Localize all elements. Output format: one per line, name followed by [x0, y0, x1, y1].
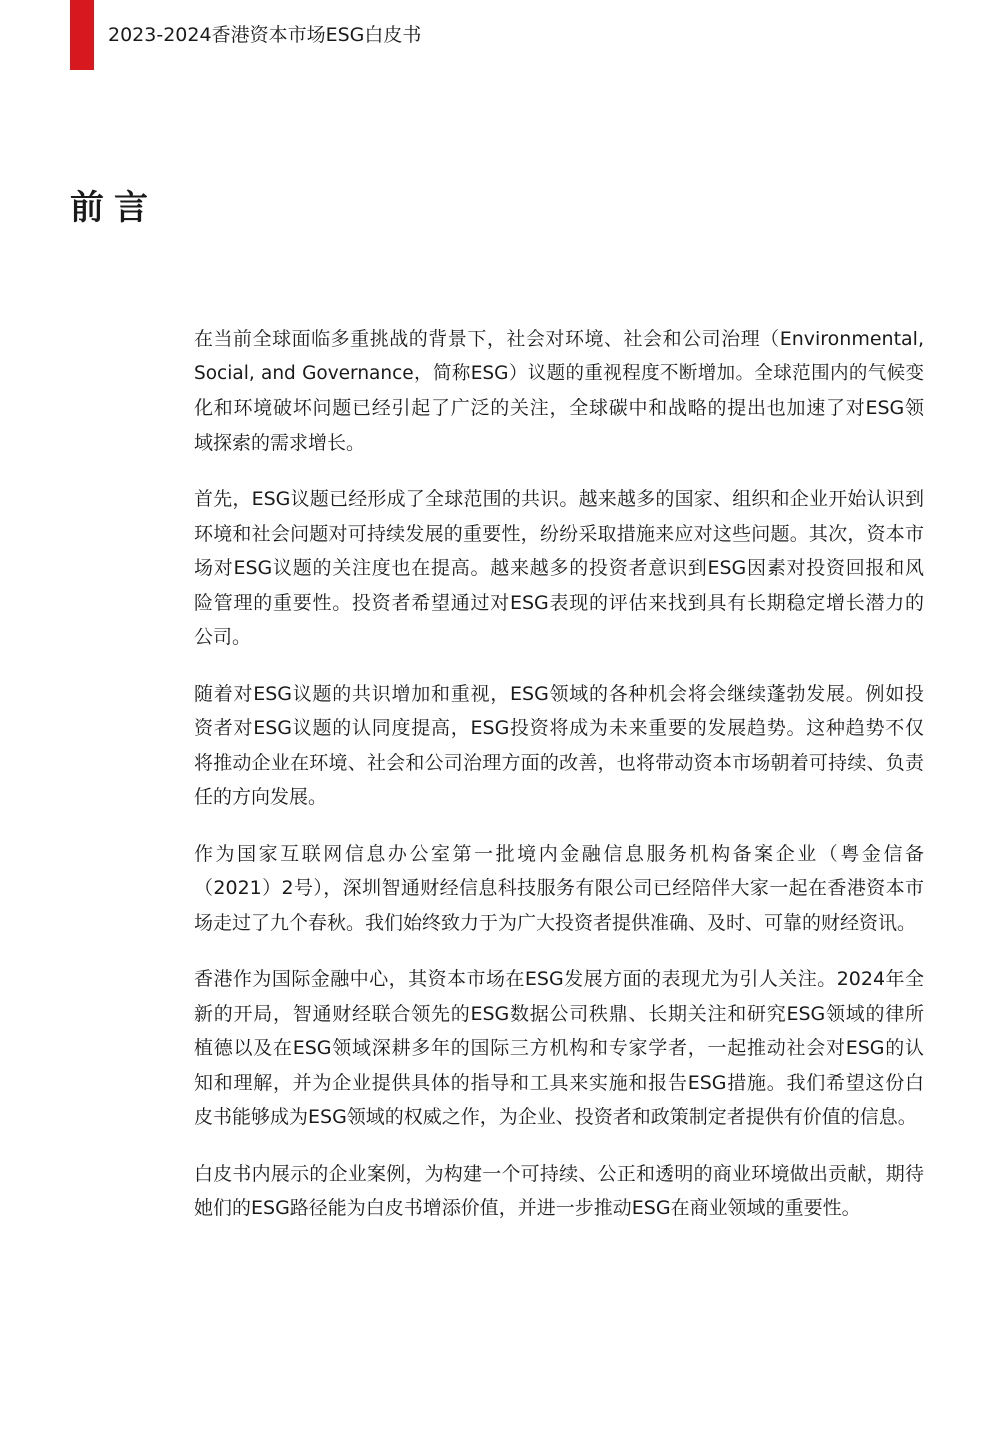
- text-line: Social, and Governance，简称ESG）议题的重视程度不断增加。全球范围内的气候变: [194, 362, 924, 384]
- paragraph: [194, 482, 924, 655]
- text-line: 知和理解，并为企业提供具体的指导和工具来实施和报告ESG措施。我们希望这份白: [194, 1071, 924, 1094]
- paragraph: [194, 837, 924, 941]
- text-line: 险管理的重要性。投资者希望通过对ESG表现的评估来找到具有长期稳定增长潜力的: [194, 591, 924, 614]
- text-line: 首先，ESG议题已经形成了全球范围的共识。越来越多的国家、组织和企业开始认识到: [194, 488, 924, 510]
- text-line: 将推动企业在环境、社会和公司治理方面的改善，也将带动资本市场朝着可持续、负责: [194, 751, 924, 774]
- text-line: 新的开局，智通财经联合领先的ESG数据公司秩鼎、长期关注和研究ESG领域的律所: [194, 1002, 924, 1025]
- text-line: 资者对ESG议题的认同度提高，ESG投资将成为未来重要的发展趋势。这种趋势不仅: [194, 717, 924, 739]
- text-line: 白皮书内展示的企业案例，为构建一个可持续、公正和透明的商业环境做出贡献，期待: [194, 1162, 924, 1185]
- paragraph: [194, 962, 924, 1135]
- text-line: 作为国家互联网信息办公室第一批境内金融信息服务机构备案企业（粤金信备: [194, 842, 924, 865]
- text-line: （2021）2号），深圳智通财经信息科技服务有限公司已经陪伴大家一起在香港资本市: [194, 877, 924, 899]
- document-header-title: 2023-2024香港资本市场ESG白皮书: [108, 24, 422, 46]
- text-line: 植德以及在ESG领域深耕多年的国际三方机构和专家学者，一起推动社会对ESG的认: [194, 1037, 924, 1059]
- text-line: 公司。: [194, 626, 252, 648]
- text-line: 在当前全球面临多重挑战的背景下，社会对环境、社会和公司治理（Environmental,: [194, 328, 924, 350]
- text-line: 域探索的需求增长。: [194, 431, 366, 454]
- text-line: 化和环境破坏问题已经引起了广泛的关注，全球碳中和战略的提出也加速了对ESG领: [194, 397, 924, 419]
- paragraph: [194, 1157, 924, 1226]
- page-title: 前言: [70, 188, 158, 228]
- header-accent-bar: [70, 0, 94, 70]
- text-line: 香港作为国际金融中心，其资本市场在ESG发展方面的表现尤为引人关注。2024年全: [194, 968, 924, 990]
- text-line: 场走过了九个春秋。我们始终致力于为广大投资者提供准确、及时、可靠的财经资讯。: [194, 911, 917, 934]
- text-line: 她们的ESG路径能为白皮书增添价值，并进一步推动ESG在商业领域的重要性。: [194, 1197, 861, 1219]
- body-text: [194, 322, 924, 1248]
- text-line: 环境和社会问题对可持续发展的重要性，纷纷采取措施来应对这些问题。其次，资本市: [194, 522, 924, 545]
- text-line: 场对ESG议题的关注度也在提高。越来越多的投资者意识到ESG因素对投资回报和风: [194, 557, 924, 579]
- text-line: 任的方向发展。: [194, 786, 328, 808]
- paragraph: [194, 322, 924, 460]
- text-line: 皮书能够成为ESG领域的权威之作，为企业、投资者和政策制定者提供有价值的信息。: [194, 1106, 917, 1128]
- text-line: 随着对ESG议题的共识增加和重视，ESG领域的各种机会将会继续蓬勃发展。例如投: [194, 682, 924, 705]
- paragraph: [194, 677, 924, 815]
